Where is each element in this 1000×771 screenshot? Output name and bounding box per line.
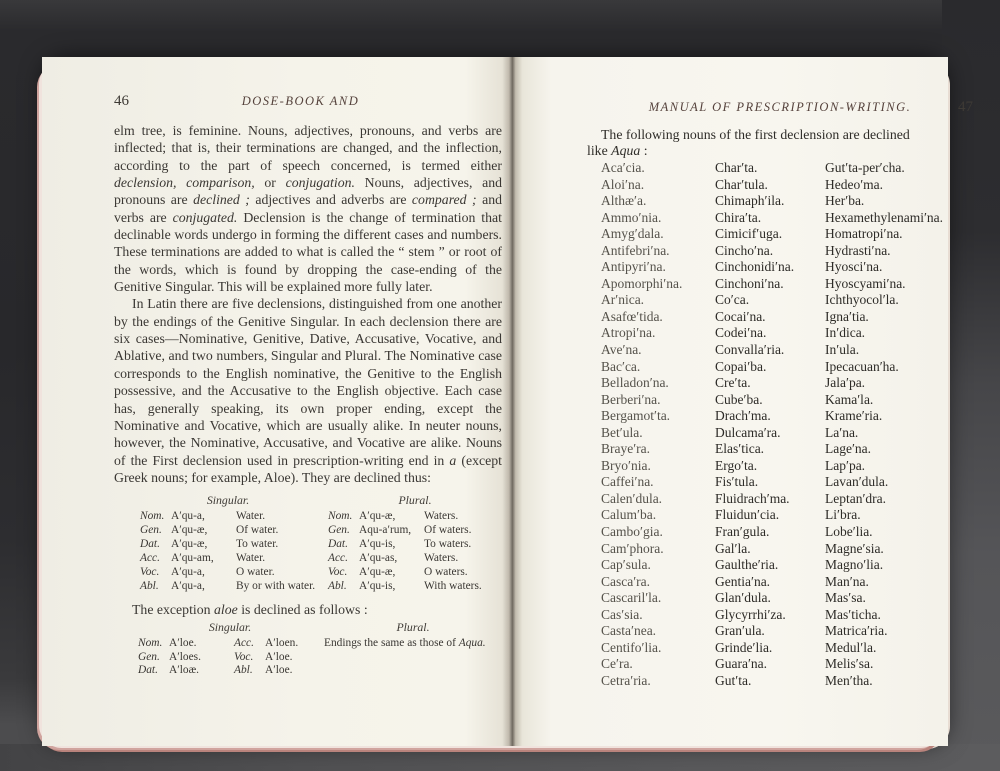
declension-cell: A′qu-a, <box>171 565 205 578</box>
aloe-plural-note <box>324 637 502 650</box>
noun-item: Belladon′na. <box>601 375 669 391</box>
page-number-left: 46 <box>114 93 129 109</box>
noun-item: Hedeo′ma. <box>825 176 884 192</box>
declension-cell: Acc. <box>234 636 254 649</box>
noun-item: Ar′nica. <box>601 292 645 308</box>
declension-cell: Voc. <box>140 565 160 578</box>
right-page <box>587 99 973 690</box>
noun-item: Antipyri′na. <box>601 259 666 275</box>
declension-cell: A′loe. <box>169 636 197 649</box>
italic-term: Aqua <box>611 143 641 158</box>
declension-cell: Water. <box>236 510 266 523</box>
singular-title: Singular. <box>206 493 250 508</box>
noun-item: Kama′la. <box>825 391 874 407</box>
noun-column-3 <box>825 160 973 690</box>
declension-cell: A′qu-am, <box>171 551 214 564</box>
noun-item: Medul′la. <box>825 639 877 655</box>
noun-item: Calum′ba. <box>601 507 657 523</box>
noun-item: Atropi′na. <box>601 325 656 341</box>
noun-item: Hexamethylenami′na. <box>825 209 944 225</box>
italic-term: declension, comparison, <box>114 175 255 191</box>
text-segment: Nouns, adjectives, and pronouns are <box>114 175 503 208</box>
noun-item: Her′ba. <box>825 193 865 209</box>
aloe-exception-intro <box>114 602 502 618</box>
noun-item: Bet′ula. <box>601 424 643 440</box>
declension-cell: Acc. <box>328 551 348 564</box>
declension-cell: Abl. <box>328 579 347 592</box>
noun-item: Copai′ba. <box>715 358 767 374</box>
noun-item: Gran′ula. <box>715 623 765 639</box>
declension-cell: Waters. <box>424 551 459 564</box>
declension-plural-table <box>328 493 502 593</box>
declension-row <box>328 524 485 538</box>
text-segment: The exception <box>132 601 214 617</box>
declension-cell: A′qu-is, <box>359 538 396 551</box>
declension-cell: Abl. <box>140 579 159 592</box>
backdrop-bottom <box>0 744 1000 771</box>
declension-row <box>138 651 330 665</box>
right-page-header <box>587 99 973 117</box>
declension-cell: Dat. <box>138 664 158 677</box>
declension-row <box>138 664 330 678</box>
first-declension-noun-list <box>587 160 973 690</box>
declension-cell: A′qu-æ, <box>171 524 208 537</box>
left-page-header <box>114 93 502 111</box>
noun-item: Ce′ra. <box>601 656 633 672</box>
text-segment: adjectives and adverbs are <box>249 192 412 208</box>
declension-cell: A′qu-a, <box>171 510 205 523</box>
noun-item: Calen′dula. <box>601 490 663 506</box>
declension-row <box>140 524 318 538</box>
italic-term: declined ; <box>193 192 250 208</box>
noun-item: Bergamot′ta. <box>601 408 671 424</box>
noun-item: Hyoscyami′na. <box>825 275 906 291</box>
noun-item: Chimaph′ila. <box>715 193 785 209</box>
italic-term: conjugation. <box>285 175 355 191</box>
noun-item: Apomorphi′na. <box>601 275 683 291</box>
noun-item: Cascaril′la. <box>601 590 662 606</box>
declension-row <box>328 538 485 552</box>
noun-item: Cube′ba. <box>715 391 763 407</box>
noun-item: Fis′tula. <box>715 474 759 490</box>
italic-term: aloe <box>213 601 238 617</box>
noun-item: Ergo′ta. <box>715 457 758 473</box>
declension-row <box>328 580 485 594</box>
declension-cell: Acc. <box>140 551 160 564</box>
declension-cell: Of waters. <box>424 524 472 537</box>
declension-cell: Dat. <box>328 538 348 551</box>
declension-cell: Aqu-a′rum, <box>359 524 412 537</box>
italic-term: compared ; <box>411 192 477 208</box>
noun-item: Fran′gula. <box>715 524 770 540</box>
noun-item: Amyg′dala. <box>601 226 664 242</box>
noun-item: Dulcama′ra. <box>715 424 781 440</box>
declension-cell: Gen. <box>140 524 162 537</box>
noun-item: Drach′ma. <box>715 408 771 424</box>
noun-item: Cocai′na. <box>715 308 766 324</box>
plural-title: Plural. <box>398 493 432 508</box>
noun-item: Aloi′na. <box>601 176 645 192</box>
noun-item: Bac′ca. <box>601 358 641 374</box>
noun-item: Glycyrrhi′za. <box>715 606 786 622</box>
noun-item: Berberi′na. <box>601 391 661 407</box>
declension-row <box>138 637 330 651</box>
noun-item: Hydrasti′na. <box>825 242 891 258</box>
declension-cell: To water. <box>236 538 279 551</box>
noun-item: Guara′na. <box>715 656 768 672</box>
noun-item: Caffei′na. <box>601 474 654 490</box>
declension-cell: To waters. <box>424 538 472 551</box>
text-segment: like <box>587 143 612 158</box>
noun-item: Ammo′nia. <box>601 209 662 225</box>
page-number-right: 47 <box>958 99 973 115</box>
declension-cell: A′qu-a, <box>171 579 205 592</box>
noun-item: Char′ta. <box>715 160 758 175</box>
text-segment: Declension is the change of termination that declinable words undergo in forming the different cases and numbers. These terminations are added to what is called the “ stem ” or root of the words, which is found by dropping the case-ending of the Genitive Singular. This will be explained more fully later. <box>114 209 502 295</box>
noun-item: Co′ca. <box>715 292 750 308</box>
declension-cell: By or with water. <box>236 579 316 592</box>
text-segment: Endings the same as those of <box>324 636 459 649</box>
aloe-plural-title: Plural. <box>396 619 430 634</box>
noun-item: Fluidun′cia. <box>715 507 780 523</box>
aloe-exception-columns <box>114 620 502 679</box>
noun-item: Grinde′lia. <box>715 639 773 655</box>
book-pages <box>42 57 973 746</box>
declension-row <box>328 510 485 524</box>
noun-item: Char′tula. <box>715 176 768 192</box>
declension-cell: A′qu-æ, <box>359 565 396 578</box>
aloe-plural-note-block <box>324 620 502 679</box>
noun-column-2 <box>715 160 825 690</box>
noun-item: Cam′phora. <box>601 540 664 556</box>
italic-term: a <box>449 452 457 468</box>
noun-item: Leptan′dra. <box>825 490 887 506</box>
noun-item: Ichthyocol′la. <box>825 292 899 308</box>
left-page <box>114 93 502 678</box>
noun-item: Lavan′dula. <box>825 474 889 490</box>
noun-item: In′dica. <box>825 325 866 341</box>
noun-item: Fluidrach′ma. <box>715 490 790 506</box>
noun-item: Centifo′lia. <box>601 639 662 655</box>
noun-item: Elas′tica. <box>715 441 765 457</box>
declension-cell: A′loæ. <box>169 664 200 677</box>
book-spine <box>502 57 522 746</box>
italic-term: conjugated. <box>172 209 238 225</box>
noun-item: Cap′sula. <box>601 557 651 573</box>
paragraph-latin-declensions <box>114 295 502 486</box>
noun-item: Mas′sa. <box>825 590 866 606</box>
noun-item: Chira′ta. <box>715 209 762 225</box>
running-head-right: MANUAL OF PRESCRIPTION-WRITING. <box>648 100 912 114</box>
noun-item: Cetra′ria. <box>601 672 651 688</box>
noun-item: Men′tha. <box>825 672 873 688</box>
noun-item: Asafœ′tida. <box>601 308 663 324</box>
noun-item: Melis′sa. <box>825 656 874 672</box>
noun-item: Convalla′ria. <box>715 342 785 358</box>
declension-cell: O water. <box>236 565 275 578</box>
noun-item: Li′bra. <box>825 507 861 523</box>
aloe-singular-table <box>138 620 322 679</box>
noun-column-1 <box>601 160 715 690</box>
declension-row <box>140 580 318 594</box>
aqua-declension-tables <box>114 493 502 593</box>
noun-item: Mas′ticha. <box>825 606 881 622</box>
noun-item: Gentia′na. <box>715 573 771 589</box>
text-segment: elm tree, is feminine. Nouns, adjectives, pronouns, and verbs are inflected; that is, their terminations are changed, and the inflection, according to the part of speech concerned, is termed either <box>114 123 502 173</box>
noun-item: Cinchonidi′na. <box>715 259 795 275</box>
text-segment: is declined as follows : <box>237 601 368 617</box>
declension-cell: Dat. <box>140 538 160 551</box>
declension-cell: A′loes. <box>169 650 201 663</box>
declension-row <box>140 510 318 524</box>
noun-item: Antifebri′na. <box>601 242 670 258</box>
declension-row <box>140 566 318 580</box>
declension-cell: A′qu-as, <box>359 551 398 564</box>
aloe-exception-section <box>114 602 502 679</box>
text-segment: or <box>254 175 286 191</box>
aloe-singular-title: Singular. <box>208 619 252 634</box>
noun-list-intro-line1: The following nouns of the first declension are declined <box>601 127 910 142</box>
noun-item: Matrica′ria. <box>825 623 888 639</box>
declension-cell: A′qu-æ, <box>171 538 208 551</box>
noun-item: Man′na. <box>825 573 869 589</box>
text-segment: and verbs are <box>114 192 502 225</box>
noun-item: In′ula. <box>825 342 860 358</box>
noun-item: Gal′la. <box>715 540 751 556</box>
declension-cell: Of water. <box>236 524 279 537</box>
noun-item: Cas′sia. <box>601 606 643 622</box>
noun-item: La′na. <box>825 424 859 440</box>
noun-item: Ipecacuan′ha. <box>825 358 899 374</box>
noun-item: Aca′cia. <box>601 160 645 175</box>
declension-cell: O waters. <box>424 565 468 578</box>
declension-cell: Gen. <box>328 524 350 537</box>
noun-item: Cre′ta. <box>715 375 751 391</box>
declension-cell: A′loe. <box>265 664 293 677</box>
noun-item: Althæ′a. <box>601 193 647 209</box>
noun-item: Hyosci′na. <box>825 259 883 275</box>
noun-item: Lage′na. <box>825 441 872 457</box>
declension-cell: A′qu-æ, <box>359 510 396 523</box>
declension-cell: A′qu-is, <box>359 579 396 592</box>
declension-row <box>140 552 318 566</box>
declension-cell: With waters. <box>424 579 482 592</box>
noun-item: Cinchoni′na. <box>715 275 784 291</box>
declension-cell: A′loen. <box>265 636 299 649</box>
text-segment: In Latin there are five declensions, distinguished from one another by the endings of the Genitive Singular. In each declension there are six cases—Nominative, Genitive, Dative, Accusative, Vocative, and Ablative, and two numbers, Singular and Plural. The Nominative case corresponds to the English nominative, the Genitive to the English possessive, and the Accusative to the English objective. Each case has, generally speaking, its own proper ending, except the Nominative and Vocative, which are usually alike. In neuter nouns, however, the Nominative, Accusative, and Vocative are alike. Nouns of the First declension used in prescription-writing end in <box>114 296 502 468</box>
declension-cell: Waters. <box>424 510 459 523</box>
noun-item: Glan′dula. <box>715 590 771 606</box>
noun-item: Lobe′lia. <box>825 524 873 540</box>
noun-item: Gaulthe′ria. <box>715 557 779 573</box>
text-segment: : <box>640 143 648 158</box>
noun-list-intro-line2 <box>587 143 973 159</box>
declension-cell: Gen. <box>138 650 160 663</box>
declension-cell: A′loe. <box>265 650 293 663</box>
declension-row <box>140 538 318 552</box>
noun-item: Braye′ra. <box>601 441 651 457</box>
declension-cell: Nom. <box>140 510 165 523</box>
italic-term: Aqua. <box>458 636 486 649</box>
text-segment: (except Greek nouns; for example, Aloe). They are declined thus: <box>114 452 503 485</box>
noun-item: Cimicif′uga. <box>715 226 783 242</box>
declension-singular-table <box>140 493 316 593</box>
noun-item: Gut′ta. <box>715 672 752 688</box>
noun-item: Igna′tia. <box>825 308 869 324</box>
noun-item: Jala′pa. <box>825 375 866 391</box>
running-head-left: DOSE-BOOK AND <box>241 94 360 108</box>
declension-row <box>328 552 485 566</box>
noun-item: Codei′na. <box>715 325 767 341</box>
declension-cell: Nom. <box>138 636 163 649</box>
noun-item: Krame′ria. <box>825 408 883 424</box>
noun-item: Lap′pa. <box>825 457 866 473</box>
declension-cell: Water. <box>236 551 266 564</box>
paragraph-declension-intro <box>114 122 502 295</box>
noun-item: Cincho′na. <box>715 242 774 258</box>
noun-item: Casca′ra. <box>601 573 651 589</box>
noun-item: Magne′sia. <box>825 540 884 556</box>
open-book <box>42 57 973 746</box>
noun-item: Gut′ta-per′cha. <box>825 160 905 175</box>
noun-item: Ave′na. <box>601 342 642 358</box>
noun-item: Casta′nea. <box>601 623 657 639</box>
noun-item: Homatropi′na. <box>825 226 903 242</box>
noun-item: Bryo′nia. <box>601 457 651 473</box>
declension-cell: Abl. <box>234 664 253 677</box>
noun-item: Magno′lia. <box>825 557 884 573</box>
declension-cell: Nom. <box>328 510 353 523</box>
declension-cell: Voc. <box>234 650 254 663</box>
declension-cell: Voc. <box>328 565 348 578</box>
declension-row <box>328 566 485 580</box>
noun-item: Cambo′gia. <box>601 524 663 540</box>
